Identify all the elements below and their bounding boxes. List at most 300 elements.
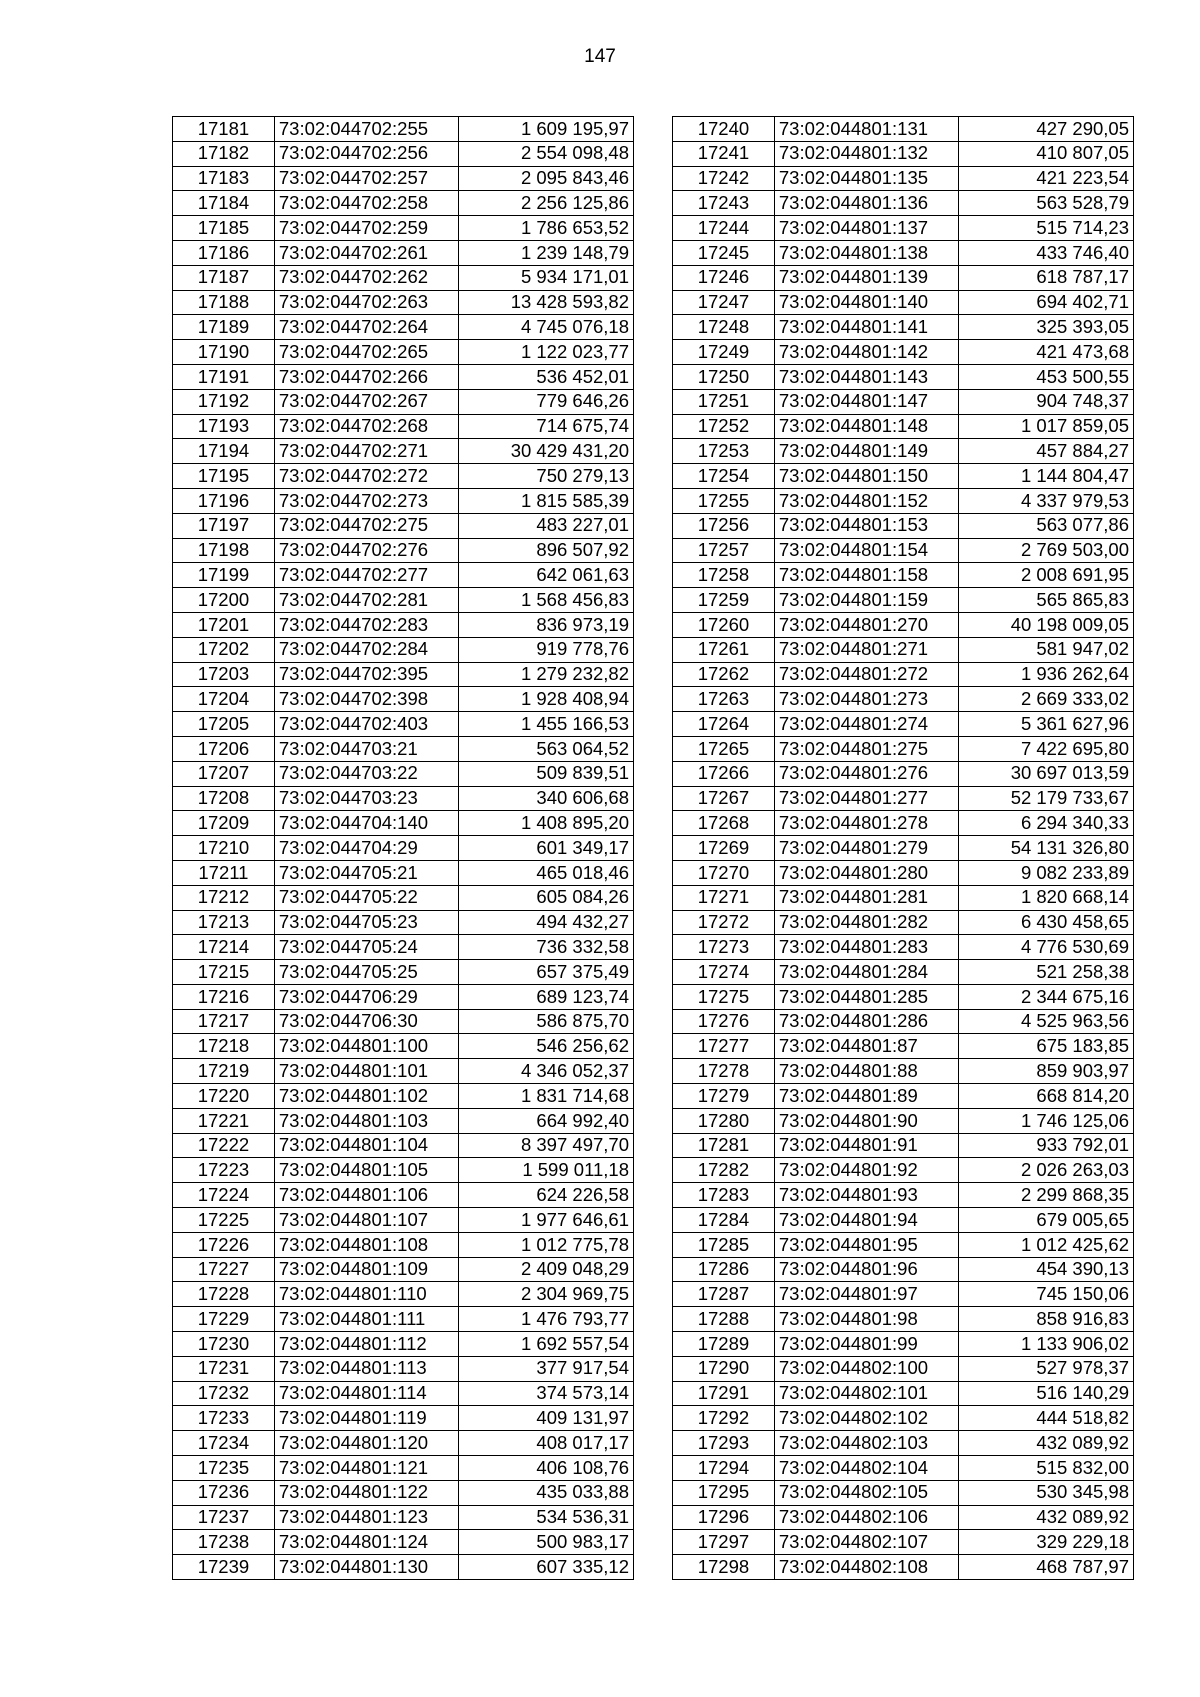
value-cell: 8 397 497,70 <box>459 1133 634 1158</box>
value-cell: 530 345,98 <box>959 1480 1134 1505</box>
cadastral-number-cell: 73:02:044801:149 <box>774 439 959 464</box>
cadastral-number-cell: 73:02:044801:98 <box>774 1307 959 1332</box>
cadastral-number-cell: 73:02:044801:130 <box>274 1555 459 1580</box>
cadastral-number-cell: 73:02:044702:266 <box>274 364 459 389</box>
row-number-cell: 17263 <box>673 687 775 712</box>
table-row <box>173 1555 634 1580</box>
row-number-cell: 17247 <box>673 290 775 315</box>
table-row <box>673 1108 1134 1133</box>
table-row <box>173 1456 634 1481</box>
table-row <box>673 141 1134 166</box>
row-number-cell: 17212 <box>173 885 275 910</box>
row-number-cell: 17194 <box>173 439 275 464</box>
row-number-cell: 17204 <box>173 687 275 712</box>
table-row <box>673 588 1134 613</box>
cadastral-number-cell: 73:02:044702:284 <box>274 637 459 662</box>
row-number-cell: 17276 <box>673 1009 775 1034</box>
table-row <box>673 860 1134 885</box>
table-row <box>673 1232 1134 1257</box>
cadastral-number-cell: 73:02:044801:136 <box>774 191 959 216</box>
cadastral-number-cell: 73:02:044801:276 <box>774 761 959 786</box>
table-row <box>673 637 1134 662</box>
cadastral-number-cell: 73:02:044801:111 <box>274 1307 459 1332</box>
row-number-cell: 17188 <box>173 290 275 315</box>
value-cell: 509 839,51 <box>459 761 634 786</box>
cadastral-number-cell: 73:02:044801:135 <box>774 166 959 191</box>
row-number-cell: 17294 <box>673 1456 775 1481</box>
value-cell: 516 140,29 <box>959 1381 1134 1406</box>
table-row <box>673 1208 1134 1233</box>
table-row <box>173 736 634 761</box>
table-row <box>173 1356 634 1381</box>
value-cell: 1 476 793,77 <box>459 1307 634 1332</box>
table-row <box>673 1183 1134 1208</box>
row-number-cell: 17184 <box>173 191 275 216</box>
value-cell: 9 082 233,89 <box>959 860 1134 885</box>
value-cell: 457 884,27 <box>959 439 1134 464</box>
value-cell: 605 084,26 <box>459 885 634 910</box>
cadastral-number-cell: 73:02:044801:159 <box>774 588 959 613</box>
cadastral-number-cell: 73:02:044801:278 <box>774 811 959 836</box>
cadastral-number-cell: 73:02:044801:121 <box>274 1456 459 1481</box>
row-number-cell: 17275 <box>673 984 775 1009</box>
row-number-cell: 17214 <box>173 935 275 960</box>
value-cell: 54 131 326,80 <box>959 836 1134 861</box>
row-number-cell: 17250 <box>673 364 775 389</box>
row-number-cell: 17257 <box>673 538 775 563</box>
table-row <box>673 414 1134 439</box>
table-row <box>173 513 634 538</box>
cadastral-number-cell: 73:02:044801:89 <box>774 1084 959 1109</box>
row-number-cell: 17230 <box>173 1332 275 1357</box>
value-cell: 2 344 675,16 <box>959 984 1134 1009</box>
row-number-cell: 17292 <box>673 1406 775 1431</box>
table-row <box>173 414 634 439</box>
row-number-cell: 17200 <box>173 588 275 613</box>
cadastral-number-cell: 73:02:044702:271 <box>274 439 459 464</box>
table-row <box>173 315 634 340</box>
cadastral-number-cell: 73:02:044801:148 <box>774 414 959 439</box>
table-row <box>173 141 634 166</box>
table-row <box>673 736 1134 761</box>
row-number-cell: 17222 <box>173 1133 275 1158</box>
cadastral-number-cell: 73:02:044801:106 <box>274 1183 459 1208</box>
value-cell: 2 409 048,29 <box>459 1257 634 1282</box>
value-cell: 679 005,65 <box>959 1208 1134 1233</box>
value-cell: 657 375,49 <box>459 960 634 985</box>
table-row <box>173 1282 634 1307</box>
table-row <box>173 786 634 811</box>
value-cell: 607 335,12 <box>459 1555 634 1580</box>
row-number-cell: 17216 <box>173 984 275 1009</box>
cadastral-number-cell: 73:02:044801:110 <box>274 1282 459 1307</box>
value-cell: 563 064,52 <box>459 736 634 761</box>
value-cell: 1 936 262,64 <box>959 662 1134 687</box>
row-number-cell: 17246 <box>673 265 775 290</box>
table-row <box>673 1356 1134 1381</box>
value-cell: 2 095 843,46 <box>459 166 634 191</box>
value-cell: 2 769 503,00 <box>959 538 1134 563</box>
row-number-cell: 17282 <box>673 1158 775 1183</box>
table-row <box>673 1158 1134 1183</box>
row-number-cell: 17255 <box>673 488 775 513</box>
table-row <box>173 1505 634 1530</box>
value-cell: 1 820 668,14 <box>959 885 1134 910</box>
table-row <box>673 1480 1134 1505</box>
row-number-cell: 17199 <box>173 563 275 588</box>
cadastral-number-cell: 73:02:044704:140 <box>274 811 459 836</box>
cadastral-number-cell: 73:02:044801:286 <box>774 1009 959 1034</box>
cadastral-number-cell: 73:02:044801:94 <box>774 1208 959 1233</box>
right-table-body <box>673 117 1134 1580</box>
row-number-cell: 17181 <box>173 117 275 142</box>
row-number-cell: 17240 <box>673 117 775 142</box>
table-row <box>673 1381 1134 1406</box>
row-number-cell: 17232 <box>173 1381 275 1406</box>
value-cell: 1 012 425,62 <box>959 1232 1134 1257</box>
value-cell: 1 599 011,18 <box>459 1158 634 1183</box>
value-cell: 1 455 166,53 <box>459 712 634 737</box>
row-number-cell: 17279 <box>673 1084 775 1109</box>
cadastral-number-cell: 73:02:044704:29 <box>274 836 459 861</box>
row-number-cell: 17195 <box>173 464 275 489</box>
cadastral-number-cell: 73:02:044702:265 <box>274 340 459 365</box>
value-cell: 444 518,82 <box>959 1406 1134 1431</box>
value-cell: 933 792,01 <box>959 1133 1134 1158</box>
value-cell: 1 928 408,94 <box>459 687 634 712</box>
row-number-cell: 17238 <box>173 1530 275 1555</box>
value-cell: 1 831 714,68 <box>459 1084 634 1109</box>
row-number-cell: 17183 <box>173 166 275 191</box>
value-cell: 5 934 171,01 <box>459 265 634 290</box>
table-row <box>173 1232 634 1257</box>
cadastral-number-cell: 73:02:044801:158 <box>774 563 959 588</box>
table-row <box>673 761 1134 786</box>
value-cell: 836 973,19 <box>459 612 634 637</box>
cadastral-number-cell: 73:02:044706:29 <box>274 984 459 1009</box>
cadastral-number-cell: 73:02:044801:150 <box>774 464 959 489</box>
cadastral-number-cell: 73:02:044801:103 <box>274 1108 459 1133</box>
row-number-cell: 17187 <box>173 265 275 290</box>
row-number-cell: 17261 <box>673 637 775 662</box>
value-cell: 4 346 052,37 <box>459 1059 634 1084</box>
row-number-cell: 17271 <box>673 885 775 910</box>
table-row <box>673 1257 1134 1282</box>
row-number-cell: 17262 <box>673 662 775 687</box>
cadastral-number-cell: 73:02:044801:271 <box>774 637 959 662</box>
row-number-cell: 17278 <box>673 1059 775 1084</box>
value-cell: 5 361 627,96 <box>959 712 1134 737</box>
row-number-cell: 17285 <box>673 1232 775 1257</box>
cadastral-number-cell: 73:02:044702:262 <box>274 265 459 290</box>
table-row <box>173 265 634 290</box>
value-cell: 30 697 013,59 <box>959 761 1134 786</box>
row-number-cell: 17196 <box>173 488 275 513</box>
row-number-cell: 17298 <box>673 1555 775 1580</box>
table-row <box>173 389 634 414</box>
table-row <box>673 811 1134 836</box>
cadastral-number-cell: 73:02:044801:283 <box>774 935 959 960</box>
table-row <box>673 1505 1134 1530</box>
row-number-cell: 17235 <box>173 1456 275 1481</box>
table-row <box>173 538 634 563</box>
value-cell: 586 875,70 <box>459 1009 634 1034</box>
row-number-cell: 17197 <box>173 513 275 538</box>
cadastral-number-cell: 73:02:044802:107 <box>774 1530 959 1555</box>
cadastral-number-cell: 73:02:044801:120 <box>274 1431 459 1456</box>
cadastral-number-cell: 73:02:044702:276 <box>274 538 459 563</box>
table-row <box>173 687 634 712</box>
value-cell: 1 122 023,77 <box>459 340 634 365</box>
value-cell: 1 144 804,47 <box>959 464 1134 489</box>
cadastral-number-cell: 73:02:044801:101 <box>274 1059 459 1084</box>
cadastral-number-cell: 73:02:044801:99 <box>774 1332 959 1357</box>
table-row <box>673 1406 1134 1431</box>
row-number-cell: 17237 <box>173 1505 275 1530</box>
table-row <box>173 910 634 935</box>
value-cell: 30 429 431,20 <box>459 439 634 464</box>
table-row <box>173 811 634 836</box>
cadastral-number-cell: 73:02:044702:264 <box>274 315 459 340</box>
table-row <box>173 464 634 489</box>
table-row <box>673 1555 1134 1580</box>
row-number-cell: 17269 <box>673 836 775 861</box>
value-cell: 904 748,37 <box>959 389 1134 414</box>
table-row <box>673 265 1134 290</box>
value-cell: 919 778,76 <box>459 637 634 662</box>
row-number-cell: 17192 <box>173 389 275 414</box>
table-row <box>173 488 634 513</box>
value-cell: 4 525 963,56 <box>959 1009 1134 1034</box>
table-row <box>173 984 634 1009</box>
row-number-cell: 17268 <box>673 811 775 836</box>
table-row <box>673 166 1134 191</box>
value-cell: 536 452,01 <box>459 364 634 389</box>
cadastral-number-cell: 73:02:044801:88 <box>774 1059 959 1084</box>
row-number-cell: 17182 <box>173 141 275 166</box>
value-cell: 565 865,83 <box>959 588 1134 613</box>
cadastral-number-cell: 73:02:044702:268 <box>274 414 459 439</box>
row-number-cell: 17270 <box>673 860 775 885</box>
row-number-cell: 17190 <box>173 340 275 365</box>
row-number-cell: 17274 <box>673 960 775 985</box>
value-cell: 2 256 125,86 <box>459 191 634 216</box>
cadastral-number-cell: 73:02:044801:124 <box>274 1530 459 1555</box>
cadastral-number-cell: 73:02:044801:277 <box>774 786 959 811</box>
table-row <box>173 191 634 216</box>
table-row <box>173 885 634 910</box>
row-number-cell: 17202 <box>173 637 275 662</box>
value-cell: 736 332,58 <box>459 935 634 960</box>
row-number-cell: 17256 <box>673 513 775 538</box>
table-row <box>673 464 1134 489</box>
row-number-cell: 17248 <box>673 315 775 340</box>
value-cell: 468 787,97 <box>959 1555 1134 1580</box>
row-number-cell: 17218 <box>173 1034 275 1059</box>
row-number-cell: 17280 <box>673 1108 775 1133</box>
table-row <box>673 612 1134 637</box>
value-cell: 2 026 263,03 <box>959 1158 1134 1183</box>
table-row <box>673 1530 1134 1555</box>
row-number-cell: 17283 <box>673 1183 775 1208</box>
table-row <box>673 1133 1134 1158</box>
cadastral-number-cell: 73:02:044801:90 <box>774 1108 959 1133</box>
table-row <box>173 637 634 662</box>
table-row <box>673 117 1134 142</box>
value-cell: 453 500,55 <box>959 364 1134 389</box>
value-cell: 534 536,31 <box>459 1505 634 1530</box>
cadastral-number-cell: 73:02:044705:22 <box>274 885 459 910</box>
row-number-cell: 17289 <box>673 1332 775 1357</box>
value-cell: 435 033,88 <box>459 1480 634 1505</box>
table-row <box>173 1059 634 1084</box>
value-cell: 52 179 733,67 <box>959 786 1134 811</box>
row-number-cell: 17249 <box>673 340 775 365</box>
value-cell: 779 646,26 <box>459 389 634 414</box>
cadastral-number-cell: 73:02:044801:143 <box>774 364 959 389</box>
table-row <box>173 712 634 737</box>
value-cell: 421 223,54 <box>959 166 1134 191</box>
value-cell: 13 428 593,82 <box>459 290 634 315</box>
cadastral-number-cell: 73:02:044702:398 <box>274 687 459 712</box>
value-cell: 858 916,83 <box>959 1307 1134 1332</box>
row-number-cell: 17233 <box>173 1406 275 1431</box>
value-cell: 2 008 691,95 <box>959 563 1134 588</box>
row-number-cell: 17281 <box>673 1133 775 1158</box>
cadastral-number-cell: 73:02:044801:279 <box>774 836 959 861</box>
value-cell: 465 018,46 <box>459 860 634 885</box>
table-row <box>673 513 1134 538</box>
row-number-cell: 17286 <box>673 1257 775 1282</box>
cadastral-number-cell: 73:02:044801:96 <box>774 1257 959 1282</box>
value-cell: 2 554 098,48 <box>459 141 634 166</box>
row-number-cell: 17239 <box>173 1555 275 1580</box>
cadastral-number-cell: 73:02:044801:104 <box>274 1133 459 1158</box>
cadastral-number-cell: 73:02:044801:97 <box>774 1282 959 1307</box>
table-row <box>673 191 1134 216</box>
cadastral-number-cell: 73:02:044802:106 <box>774 1505 959 1530</box>
table-row <box>173 935 634 960</box>
table-row <box>173 1307 634 1332</box>
row-number-cell: 17253 <box>673 439 775 464</box>
cadastral-number-cell: 73:02:044802:100 <box>774 1356 959 1381</box>
cadastral-number-cell: 73:02:044801:142 <box>774 340 959 365</box>
cadastral-number-cell: 73:02:044801:91 <box>774 1133 959 1158</box>
left-register-table <box>172 116 634 1580</box>
table-row <box>173 1183 634 1208</box>
row-number-cell: 17242 <box>673 166 775 191</box>
value-cell: 1 815 585,39 <box>459 488 634 513</box>
cadastral-number-cell: 73:02:044702:273 <box>274 488 459 513</box>
cadastral-number-cell: 73:02:044702:272 <box>274 464 459 489</box>
cadastral-number-cell: 73:02:044705:21 <box>274 860 459 885</box>
table-row <box>673 364 1134 389</box>
row-number-cell: 17225 <box>173 1208 275 1233</box>
value-cell: 714 675,74 <box>459 414 634 439</box>
table-row <box>673 935 1134 960</box>
row-number-cell: 17260 <box>673 612 775 637</box>
cadastral-number-cell: 73:02:044801:119 <box>274 1406 459 1431</box>
right-register-table <box>672 116 1134 1580</box>
row-number-cell: 17228 <box>173 1282 275 1307</box>
value-cell: 1 609 195,97 <box>459 117 634 142</box>
cadastral-number-cell: 73:02:044702:256 <box>274 141 459 166</box>
value-cell: 859 903,97 <box>959 1059 1134 1084</box>
row-number-cell: 17186 <box>173 240 275 265</box>
value-cell: 340 606,68 <box>459 786 634 811</box>
row-number-cell: 17189 <box>173 315 275 340</box>
row-number-cell: 17210 <box>173 836 275 861</box>
value-cell: 4 337 979,53 <box>959 488 1134 513</box>
value-cell: 896 507,92 <box>459 538 634 563</box>
value-cell: 1 017 859,05 <box>959 414 1134 439</box>
row-number-cell: 17266 <box>673 761 775 786</box>
row-number-cell: 17234 <box>173 1431 275 1456</box>
cadastral-number-cell: 73:02:044802:104 <box>774 1456 959 1481</box>
value-cell: 1 133 906,02 <box>959 1332 1134 1357</box>
value-cell: 421 473,68 <box>959 340 1134 365</box>
cadastral-number-cell: 73:02:044801:87 <box>774 1034 959 1059</box>
value-cell: 432 089,92 <box>959 1431 1134 1456</box>
table-row <box>673 712 1134 737</box>
table-row <box>673 1282 1134 1307</box>
value-cell: 668 814,20 <box>959 1084 1134 1109</box>
value-cell: 6 430 458,65 <box>959 910 1134 935</box>
table-row <box>173 1480 634 1505</box>
table-row <box>173 439 634 464</box>
value-cell: 4 776 530,69 <box>959 935 1134 960</box>
cadastral-number-cell: 73:02:044801:93 <box>774 1183 959 1208</box>
value-cell: 521 258,38 <box>959 960 1134 985</box>
cadastral-number-cell: 73:02:044801:282 <box>774 910 959 935</box>
value-cell: 325 393,05 <box>959 315 1134 340</box>
row-number-cell: 17288 <box>673 1307 775 1332</box>
row-number-cell: 17205 <box>173 712 275 737</box>
value-cell: 664 992,40 <box>459 1108 634 1133</box>
cadastral-number-cell: 73:02:044801:137 <box>774 216 959 241</box>
cadastral-number-cell: 73:02:044801:284 <box>774 960 959 985</box>
row-number-cell: 17203 <box>173 662 275 687</box>
table-row <box>673 563 1134 588</box>
cadastral-number-cell: 73:02:044801:138 <box>774 240 959 265</box>
row-number-cell: 17291 <box>673 1381 775 1406</box>
row-number-cell: 17224 <box>173 1183 275 1208</box>
cadastral-number-cell: 73:02:044702:255 <box>274 117 459 142</box>
value-cell: 1 279 232,82 <box>459 662 634 687</box>
value-cell: 406 108,76 <box>459 1456 634 1481</box>
value-cell: 500 983,17 <box>459 1530 634 1555</box>
value-cell: 374 573,14 <box>459 1381 634 1406</box>
row-number-cell: 17264 <box>673 712 775 737</box>
cadastral-number-cell: 73:02:044702:395 <box>274 662 459 687</box>
cadastral-number-cell: 73:02:044801:154 <box>774 538 959 563</box>
table-row <box>673 1059 1134 1084</box>
cadastral-number-cell: 73:02:044705:24 <box>274 935 459 960</box>
table-row <box>673 1084 1134 1109</box>
value-cell: 675 183,85 <box>959 1034 1134 1059</box>
value-cell: 1 568 456,83 <box>459 588 634 613</box>
cadastral-number-cell: 73:02:044801:102 <box>274 1084 459 1109</box>
value-cell: 624 226,58 <box>459 1183 634 1208</box>
value-cell: 745 150,06 <box>959 1282 1134 1307</box>
value-cell: 494 432,27 <box>459 910 634 935</box>
cadastral-number-cell: 73:02:044706:30 <box>274 1009 459 1034</box>
table-row <box>173 166 634 191</box>
cadastral-number-cell: 73:02:044702:275 <box>274 513 459 538</box>
cadastral-number-cell: 73:02:044702:283 <box>274 612 459 637</box>
table-row <box>673 885 1134 910</box>
value-cell: 1 012 775,78 <box>459 1232 634 1257</box>
